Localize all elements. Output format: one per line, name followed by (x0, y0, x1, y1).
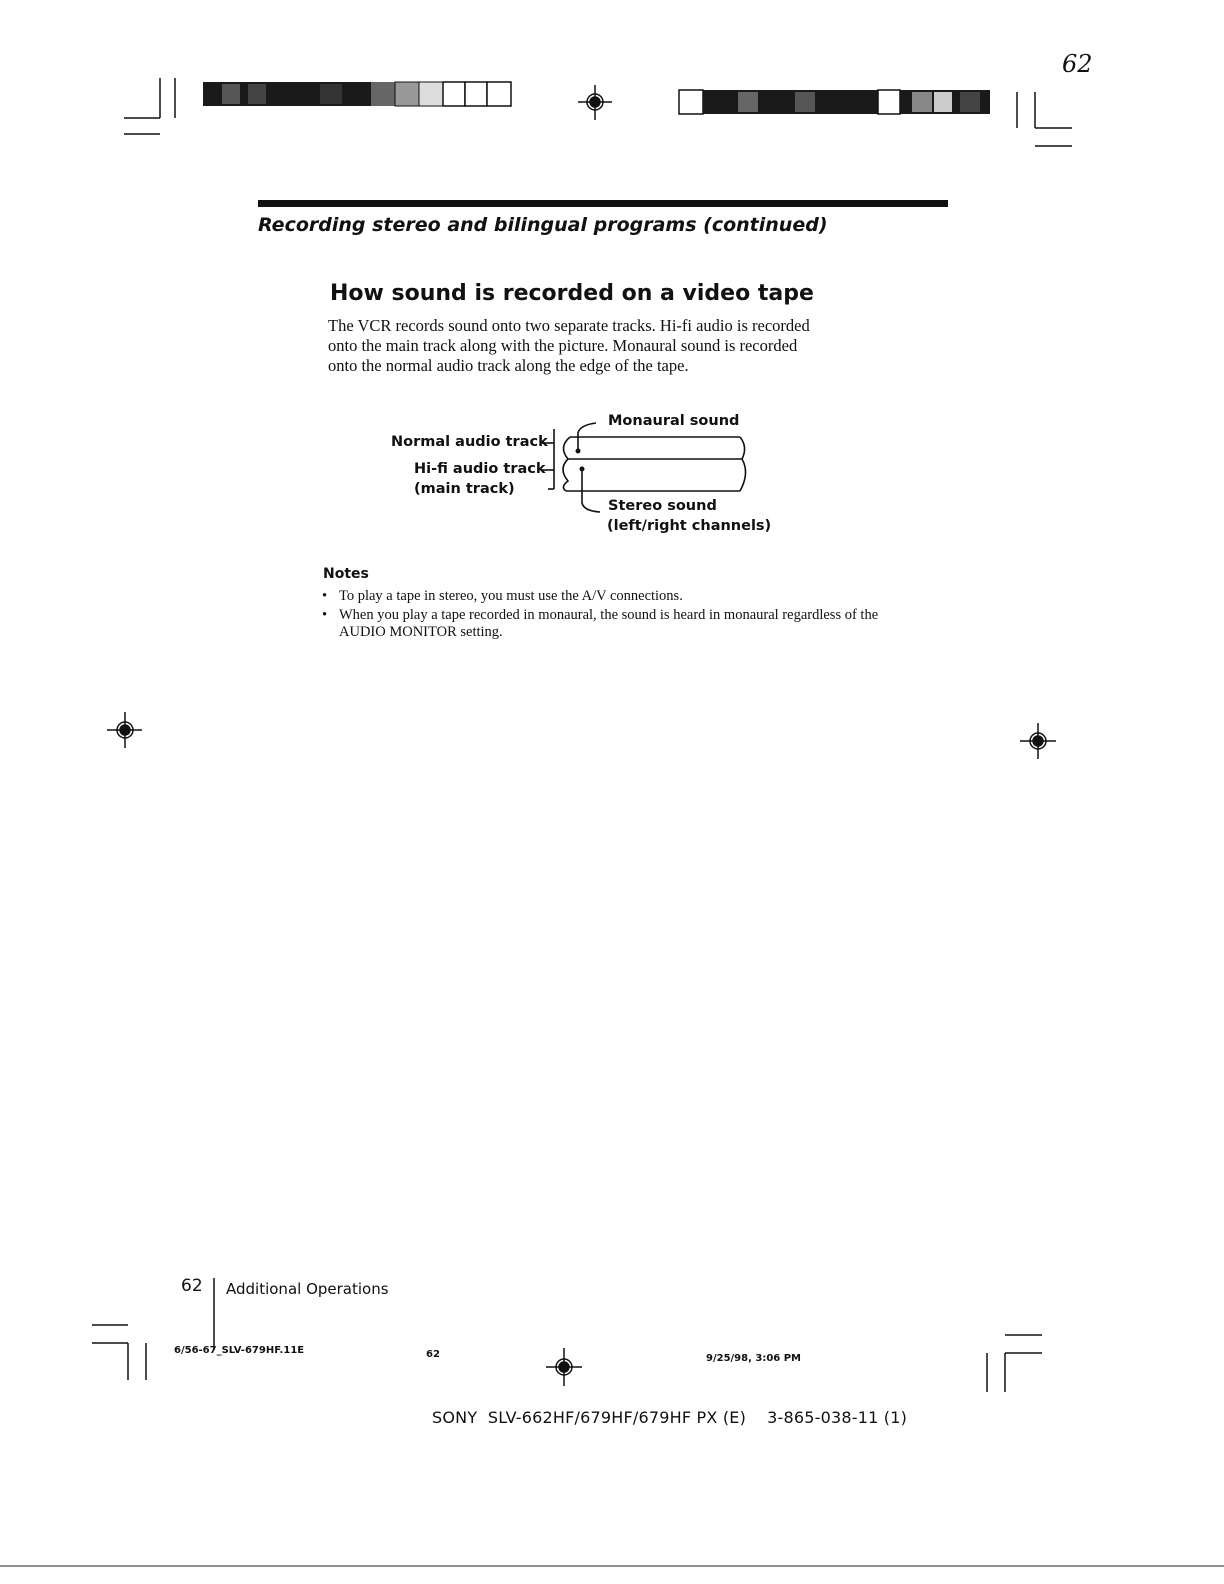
model-line: SONY SLV-662HF/679HF/679HF PX (E) 3-865-038-11 (1) (432, 1408, 908, 1427)
note-text: To play a tape in stereo, you must use the A/V connections. (339, 588, 683, 604)
note-item (322, 588, 922, 605)
normal-track-label: Normal audio track (391, 434, 548, 450)
notes-title: Notes (323, 566, 369, 582)
slug-timestamp: 9/25/98, 3:06 PM (706, 1353, 802, 1364)
main-track-label: (main track) (414, 481, 515, 497)
handwritten-page-number: 62 (1062, 50, 1093, 78)
bullet: • (322, 607, 328, 623)
page-heading: How sound is recorded on a video tape (330, 281, 814, 306)
slug-file: 6/56-67_SLV-679HF.11E (174, 1345, 305, 1356)
note-item (322, 607, 922, 641)
registration-mark-bottom (546, 1348, 582, 1386)
registration-mark-left (107, 712, 142, 748)
slug-page: 62 (426, 1349, 440, 1360)
color-bar-left (203, 82, 511, 106)
bullet: • (322, 588, 328, 604)
stereo-sound-label: Stereo sound (608, 498, 717, 514)
section-rule (258, 200, 948, 207)
registration-mark-right (1020, 723, 1056, 759)
registration-mark-top (578, 85, 612, 120)
monaural-sound-label: Monaural sound (608, 413, 740, 429)
hifi-track-label: Hi-fi audio track (414, 461, 546, 477)
footer-page-number: 62 (181, 1276, 203, 1296)
section-header: Recording stereo and bilingual programs (continued) (258, 214, 828, 236)
notes-list (322, 588, 922, 643)
note-text: When you play a tape recorded in monaural, the sound is heard in monaural regardless of the AUDIO MONITOR setting. (339, 607, 879, 640)
body-line: onto the normal audio track along the edge of the tape. (328, 356, 689, 375)
body-line: onto the main track along with the picture. Monaural sound is recorded (328, 336, 798, 355)
channels-label: (left/right channels) (607, 518, 772, 534)
body-paragraph (328, 316, 928, 376)
body-line: The VCR records sound onto two separate tracks. Hi-fi audio is recorded (328, 316, 810, 335)
color-bar-right (679, 90, 990, 114)
footer-section: Additional Operations (226, 1280, 389, 1298)
